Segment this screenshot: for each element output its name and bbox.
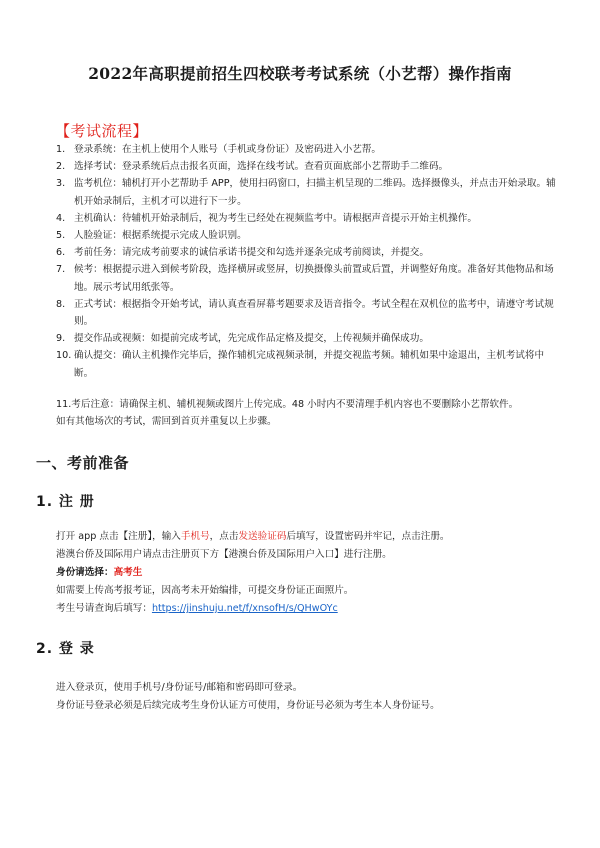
candidate-number-label: 考生号请查询后填写： <box>56 603 152 614</box>
register-paragraph-4: 如需要上传高考报考证，因高考未开始编排，可提交身份证正面照片。 <box>56 585 354 596</box>
phone-number-highlight: 手机号 <box>180 531 210 542</box>
register-text-c: 后填写，设置密码并牢记，点击注册。 <box>286 531 450 542</box>
register-text-b: ，点击 <box>209 531 239 542</box>
login-heading: 2. 登 录 <box>36 641 95 657</box>
step-number: 2. <box>56 161 66 173</box>
register-paragraph-5 <box>56 600 556 618</box>
list-item <box>56 210 556 227</box>
register-paragraph-2: 港澳台侨及国际用户请点击注册页下方【港澳台侨及国际用户入口】进行注册。 <box>56 549 392 560</box>
identity-value: 高考生 <box>113 567 143 578</box>
step-text: 考前任务：请完成考前要求的诚信承诺书提交和勾选并逐条完成考前阅读，并提交。 <box>74 247 429 259</box>
login-paragraph-1: 进入登录页，使用手机号/身份证号/邮箱和密码即可登录。 <box>56 682 303 693</box>
step-text: 选择考试：登录系统后点击报名页面，选择在线考试。查看页面底部小艺帮助手二维码。 <box>74 161 449 173</box>
step-number: 6. <box>56 247 66 259</box>
step-text: 确认提交：确认主机操作完毕后，操作辅机完成视频录制，并提交视监考频。辅机如果中途退出，主机考试将中断。 <box>74 350 545 379</box>
login-paragraph-2: 身份证号登录必须是后续完成考生身份认证方可使用，身份证号必须为考生本人身份证号。 <box>56 700 440 711</box>
list-item <box>56 330 556 347</box>
exam-flow-heading: 【考试流程】 <box>55 122 149 140</box>
step-text: 登录系统：在主机上使用个人账号（手机或身份证）及密码进入小艺帮。 <box>74 144 381 155</box>
step-text: 提交作品或视频：如提前完成考试，先完成作品定格及提交，上传视频并确保成功。 <box>74 333 429 345</box>
section-heading-preparation: 一、考前准备 <box>36 454 130 472</box>
step-number: 5. <box>56 230 66 242</box>
send-code-highlight: 发送验证码 <box>238 531 287 542</box>
step-number: 10. <box>56 350 72 362</box>
step-text: 监考机位：辅机打开小艺帮助手 APP，使用扫码窗口，扫描主机呈现的二维码。选择摄像头，并点击开始录取。辅机开始录制后，主机才可以进行下一步。 <box>74 178 556 207</box>
step-text: 人脸验证：根据系统提示完成人脸识别。 <box>74 230 247 242</box>
list-item <box>56 296 556 330</box>
register-paragraph-1 <box>56 528 556 546</box>
list-item <box>56 261 556 295</box>
step-number: 9. <box>56 333 66 345</box>
list-item <box>56 158 556 175</box>
step-number: 7. <box>56 264 66 276</box>
list-item <box>56 227 556 244</box>
step-text: 主机确认：待辅机开始录制后，视为考生已经处在视频监考中。请根据声音提示开始主机操作。 <box>74 212 477 224</box>
step-number: 8. <box>56 298 66 310</box>
list-item <box>56 347 556 381</box>
step-number: 3. <box>56 178 66 190</box>
step-number: 4. <box>56 212 66 224</box>
step-text: 正式考试：根据指令开始考试，请认真查看屏幕考题要求及语音指令。考试全程在双机位的监考中，请遵守考试规则。 <box>74 298 554 328</box>
register-text-a: 打开 app 点击【注册】，输入 <box>56 531 181 542</box>
register-paragraph-3 <box>56 564 556 582</box>
exam-flow-steps <box>56 141 556 382</box>
step-number: 1. <box>56 144 66 155</box>
candidate-number-link[interactable]: https://jinshuju.net/f/xnsofH/s/QHwOYc <box>151 603 338 614</box>
list-item <box>56 175 556 209</box>
other-sessions-note: 如有其他场次的考试，需回到首页并重复以上步骤。 <box>56 416 277 427</box>
identity-label: 身份请选择： <box>56 567 114 578</box>
after-exam-note: 11.考后注意：请确保主机、辅机视频或图片上传完成。48 小时内不要清理手机内容也不要删除小艺帮软件。 <box>56 399 519 410</box>
list-item <box>56 244 556 261</box>
document-title: 2022年高职提前招生四校联考考试系统（小艺帮）操作指南 <box>88 64 512 83</box>
list-item <box>56 141 556 158</box>
register-heading: 1. 注 册 <box>36 494 95 510</box>
step-text: 候考：根据提示进入到候考阶段，选择横屏或竖屏，切换摄像头前置或后置，并调整好角度。准备好其他物品和场地。展示考试用纸张等。 <box>74 264 554 293</box>
